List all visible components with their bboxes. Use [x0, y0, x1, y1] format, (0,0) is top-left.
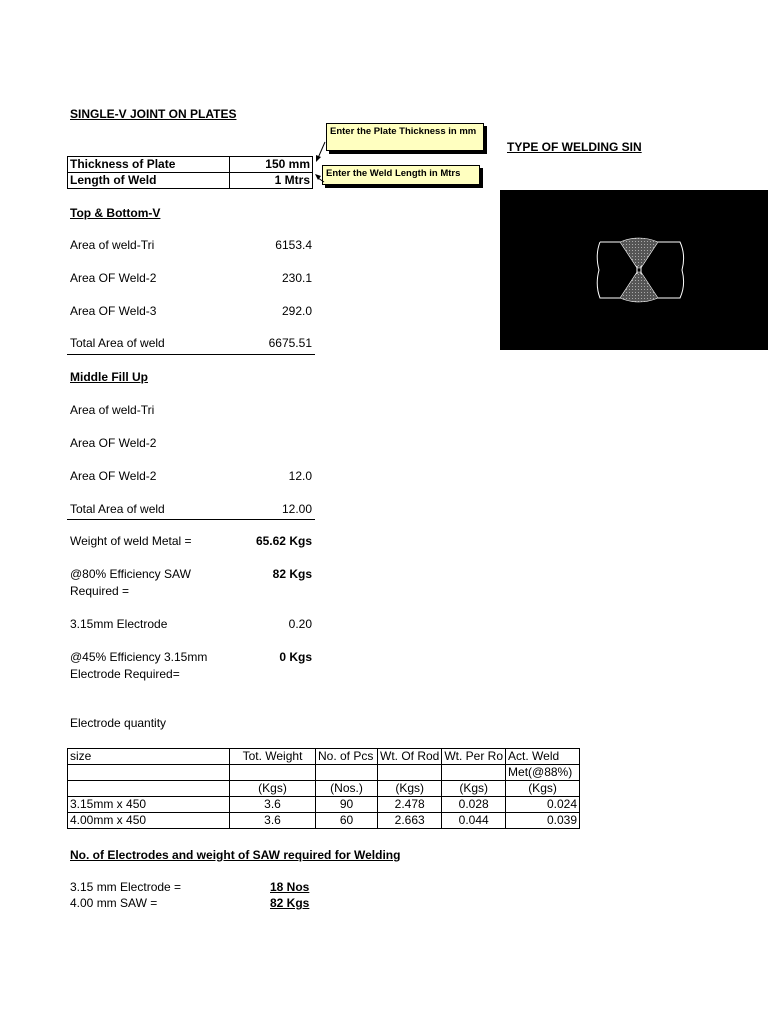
weld-metal-row	[70, 534, 312, 550]
eff45-row	[70, 650, 312, 666]
calc-label: Area OF Weld-2	[70, 271, 157, 285]
header-cell: Act. Weld	[506, 749, 580, 765]
table-cell: 3.6	[230, 797, 316, 813]
single-v-joint-drawing	[500, 190, 768, 350]
header-cell	[68, 765, 230, 781]
calc-value: 292.0	[281, 304, 312, 318]
summary-value: 18 Nos	[270, 880, 310, 894]
unit-cell: (Nos.)	[316, 781, 378, 797]
weld-metal-label: Weight of weld Metal =	[70, 534, 192, 548]
unit-cell: (Kgs)	[230, 781, 316, 797]
table-cell: 3.6	[230, 813, 316, 829]
header-cell: Wt. Of Rod	[378, 749, 442, 765]
calc-row	[70, 403, 312, 419]
input-row	[68, 173, 313, 189]
calc-total-row	[70, 336, 312, 352]
saw-label-line2: Required =	[70, 584, 130, 598]
summary-label: 4.00 mm SAW =	[70, 896, 158, 910]
header-cell: No. of Pcs	[316, 749, 378, 765]
eff45-label-line2: Electrode Required=	[70, 667, 180, 681]
electrode-quantity-table	[67, 748, 580, 829]
header-cell	[316, 765, 378, 781]
divider	[67, 519, 315, 520]
note-arrows	[310, 140, 332, 190]
table-header-row	[68, 749, 580, 765]
weld-metal-value: 65.62 Kgs	[255, 534, 312, 548]
plate-thickness-input[interactable]: 150 mm	[230, 157, 313, 173]
unit-cell: (Kgs)	[442, 781, 506, 797]
eff45-value: 0 Kgs	[279, 650, 312, 664]
header-cell	[442, 765, 506, 781]
header-cell	[378, 765, 442, 781]
input-row	[68, 157, 313, 173]
summary-label: 3.15 mm Electrode =	[70, 880, 182, 894]
electrode-row	[70, 617, 312, 633]
weld-length-note: Enter the Weld Length in Mtrs	[322, 165, 480, 185]
calc-label: Total Area of weld	[70, 336, 165, 350]
calc-row	[70, 271, 312, 287]
calc-label: Area OF Weld-3	[70, 304, 157, 318]
table-cell: 0.028	[442, 797, 506, 813]
calc-label: Area of weld-Tri	[70, 238, 155, 252]
middle-fill-heading: Middle Fill Up	[70, 370, 148, 384]
header-cell: size	[68, 749, 230, 765]
unit-cell	[68, 781, 230, 797]
calc-row	[70, 469, 312, 485]
plate-thickness-note: Enter the Plate Thickness in mm	[326, 123, 484, 151]
header-cell: Wt. Per Ro	[442, 749, 506, 765]
page-title: SINGLE-V JOINT ON PLATES	[70, 107, 237, 121]
eff45-label: @45% Efficiency 3.15mm	[70, 650, 208, 664]
calc-row	[70, 238, 312, 254]
header-cell: Met(@88%)	[506, 765, 580, 781]
calc-value: 6675.51	[268, 336, 312, 350]
calc-label: Total Area of weld	[70, 502, 165, 516]
calc-label: Area of weld-Tri	[70, 403, 155, 417]
table-units-row	[68, 781, 580, 797]
calc-row	[70, 304, 312, 320]
calc-row	[70, 436, 312, 452]
table-row	[68, 797, 580, 813]
table-row	[68, 813, 580, 829]
calc-value: 12.0	[288, 469, 312, 483]
table-cell: 0.039	[506, 813, 580, 829]
weld-length-input[interactable]: 1 Mtrs	[230, 173, 313, 189]
unit-cell: (Kgs)	[506, 781, 580, 797]
table-cell: 2.478	[378, 797, 442, 813]
input-table	[67, 156, 313, 189]
input-label: Thickness of Plate	[68, 157, 230, 173]
saw-label: @80% Efficiency SAW	[70, 567, 191, 581]
table-cell: 0.044	[442, 813, 506, 829]
calc-value: 230.1	[281, 271, 312, 285]
table-header-row	[68, 765, 580, 781]
table-cell: 4.00mm x 450	[68, 813, 230, 829]
electrode-label: 3.15mm Electrode	[70, 617, 168, 631]
calc-value: 6153.4	[275, 238, 312, 252]
divider	[67, 354, 315, 355]
table-cell: 0.024	[506, 797, 580, 813]
table-cell: 90	[316, 797, 378, 813]
weld-joint-diagram	[500, 190, 768, 350]
calc-total-row	[70, 502, 312, 518]
electrode-quantity-title: Electrode quantity	[70, 716, 167, 730]
table-cell: 60	[316, 813, 378, 829]
welding-type-title: TYPE OF WELDING SIN	[507, 140, 642, 154]
summary-heading: No. of Electrodes and weight of SAW required for Welding	[70, 848, 401, 862]
calc-label: Area OF Weld-2	[70, 469, 157, 483]
saw-row	[70, 567, 312, 583]
table-cell: 3.15mm x 450	[68, 797, 230, 813]
calc-value: 12.00	[281, 502, 312, 516]
summary-value: 82 Kgs	[270, 896, 310, 910]
electrode-value: 0.20	[288, 617, 312, 631]
header-cell	[230, 765, 316, 781]
calc-label: Area OF Weld-2	[70, 436, 157, 450]
saw-value: 82 Kgs	[272, 567, 312, 581]
top-bottom-heading: Top & Bottom-V	[70, 206, 161, 220]
header-cell: Tot. Weight	[230, 749, 316, 765]
input-label: Length of Weld	[68, 173, 230, 189]
table-cell: 2.663	[378, 813, 442, 829]
unit-cell: (Kgs)	[378, 781, 442, 797]
